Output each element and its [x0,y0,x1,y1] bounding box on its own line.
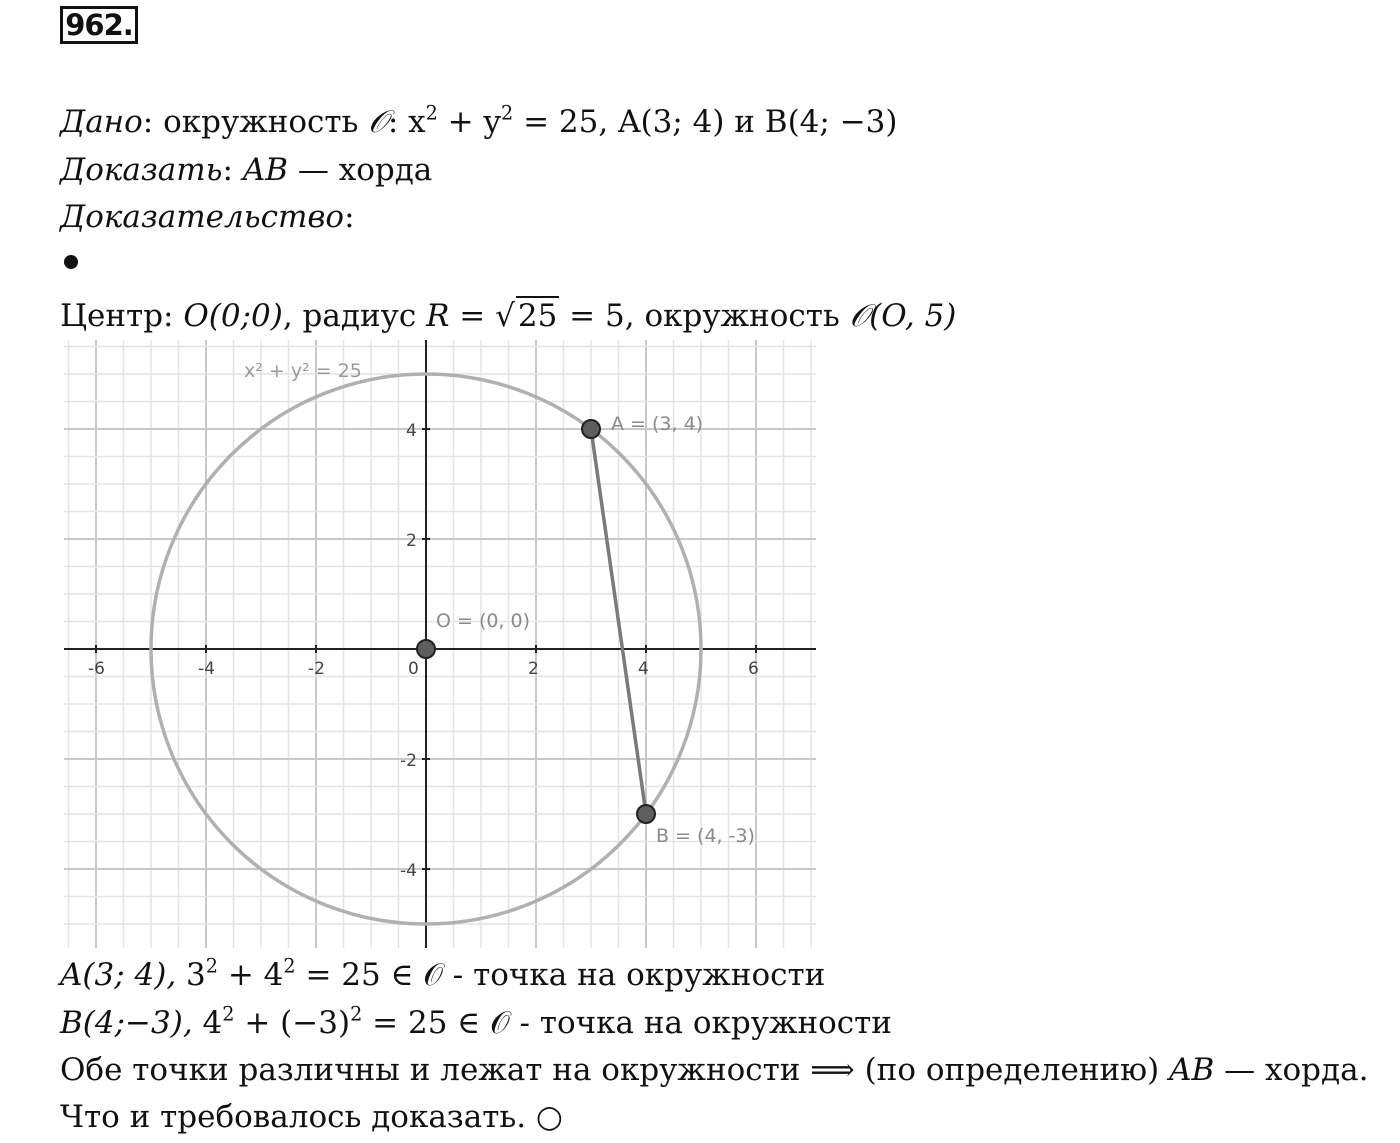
check-a-base: 3 [186,957,206,993]
check-a-exp2: 2 [283,954,296,978]
equation-rhs: = 25, [513,104,619,140]
center-point: O(0;0) [183,298,283,334]
conclusion-end: — хорда. [1214,1052,1369,1088]
equation-label: x² + y² = 25 [244,360,362,382]
check-b-exp2: 2 [350,1002,363,1026]
given-colon: : окружность [142,104,369,140]
check-a-text: - точка на окружности [442,957,826,993]
check-a-exp1: 2 [205,954,218,978]
proof-label: Доказательство [60,199,345,235]
prove-text: — хорда [288,152,433,188]
x-tick-label: 0 [408,659,419,679]
y-tick-label: -4 [400,861,417,881]
y-tick-label: 2 [406,531,417,551]
x-tick-label: -6 [88,659,105,679]
check-a-result: = 25 ∈ 𝒪 [295,957,443,993]
point-o-label: O = (0, 0) [436,610,531,632]
equation-x: : x [387,104,426,140]
prove-label: Доказать [60,152,223,188]
check-b-base: 4 [202,1005,223,1041]
grid [64,340,816,948]
point-b [637,805,655,823]
bullet-icon [64,255,78,269]
exponent-y: 2 [501,101,514,125]
check-b-exp1: 2 [222,1002,235,1026]
radius-var: R [426,298,450,334]
sqrt-sign: = √ [449,298,515,334]
check-a-point: A(3; 4), [60,957,187,993]
exponent-x: 2 [425,101,438,125]
prove-colon: : [222,152,243,188]
x-tick-label: -4 [198,659,215,679]
given-line [60,102,898,142]
center-text: Центр: [60,298,184,334]
center-line [60,296,956,336]
x-tick-label: 6 [748,659,759,679]
axes [64,340,816,948]
proof-line [60,197,355,237]
conclusion-line [60,1050,1368,1090]
x-tick-label: 4 [638,659,649,679]
point-b-label: B = (4, -3) [656,825,755,847]
prove-line [60,150,432,190]
circle-definition: 𝒪(O, 5) [849,298,957,334]
y-tick-label: 4 [406,421,417,441]
point-a-label: A = (3, 4) [611,413,704,435]
radicand: 25 [517,298,558,334]
point-a-coords: A(3; 4) [618,104,725,140]
point-b-coords: B(4; −3) [764,104,898,140]
x-tick-label: 2 [528,659,539,679]
check-b-result: = 25 ∈ 𝒪 [362,1005,510,1041]
circle-name: 𝒪 [368,104,388,140]
segment-ab: AB [242,152,289,188]
check-b-point: B(4;−3), [60,1005,203,1041]
x-tick-label: -2 [308,659,325,679]
point-o [417,640,435,658]
check-a-line [60,955,825,995]
qed-line: Что и требовалось доказать. ○ [60,1099,563,1135]
conclusion-text: Обе точки различны и лежат на окружности ⟹ (по определению) [60,1052,1170,1088]
conclusion-segment: AB [1169,1052,1215,1088]
check-b-text: - точка на окружности [509,1005,892,1041]
check-b-line [60,1003,892,1043]
given-label: Дано [60,104,143,140]
radius-text: , радиус [282,298,427,334]
radius-value-text: = 5, окружность [559,298,850,334]
problem-number: 962. [60,6,138,44]
proof-colon: : [344,199,355,235]
conjunction: и [724,104,765,140]
equation-y: + y [437,104,502,140]
check-a-plus: + 4 [217,957,284,993]
y-tick-label: -2 [400,751,417,771]
coordinate-graph [64,340,816,948]
check-b-plus: + (−3) [234,1005,351,1041]
point-a [582,420,600,438]
